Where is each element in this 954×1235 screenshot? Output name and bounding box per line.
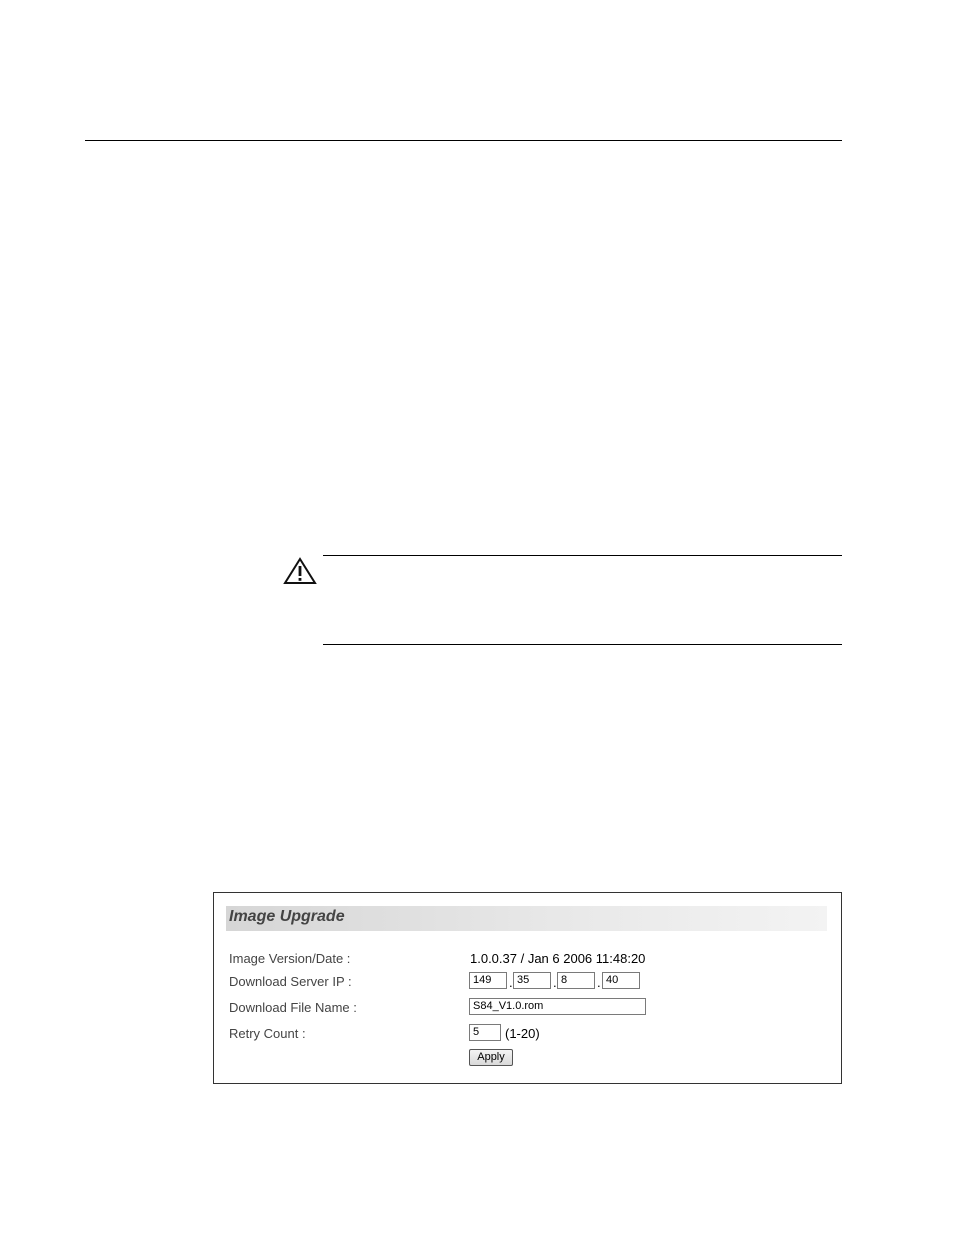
server-ip-label: Download Server IP : — [229, 974, 352, 989]
retry-count-label: Retry Count : — [229, 1026, 306, 1041]
panel-header — [226, 906, 827, 931]
file-name-input[interactable]: S84_V1.0.rom — [469, 998, 646, 1015]
server-ip-octet-2[interactable]: 35 — [513, 972, 551, 989]
caution-rule-bottom — [323, 644, 842, 645]
page-header-rule — [85, 140, 842, 141]
image-upgrade-panel — [213, 892, 842, 1084]
ip-separator: . — [553, 975, 557, 990]
file-name-label: Download File Name : — [229, 1000, 357, 1015]
panel-title: Image Upgrade — [229, 908, 345, 925]
warning-triangle-icon — [283, 557, 317, 585]
caution-rule-top — [323, 555, 842, 556]
ip-separator: . — [597, 975, 601, 990]
server-ip-octet-4[interactable]: 40 — [602, 972, 640, 989]
apply-button[interactable]: Apply — [469, 1049, 513, 1066]
server-ip-octet-3[interactable]: 8 — [557, 972, 595, 989]
retry-count-range-hint: (1-20) — [505, 1026, 540, 1041]
retry-count-input[interactable]: 5 — [469, 1024, 501, 1041]
image-version-label: Image Version/Date : — [229, 951, 351, 966]
image-version-value: 1.0.0.37 / Jan 6 2006 11:48:20 — [470, 951, 646, 966]
server-ip-octet-1[interactable]: 149 — [469, 972, 507, 989]
ip-separator: . — [509, 975, 513, 990]
